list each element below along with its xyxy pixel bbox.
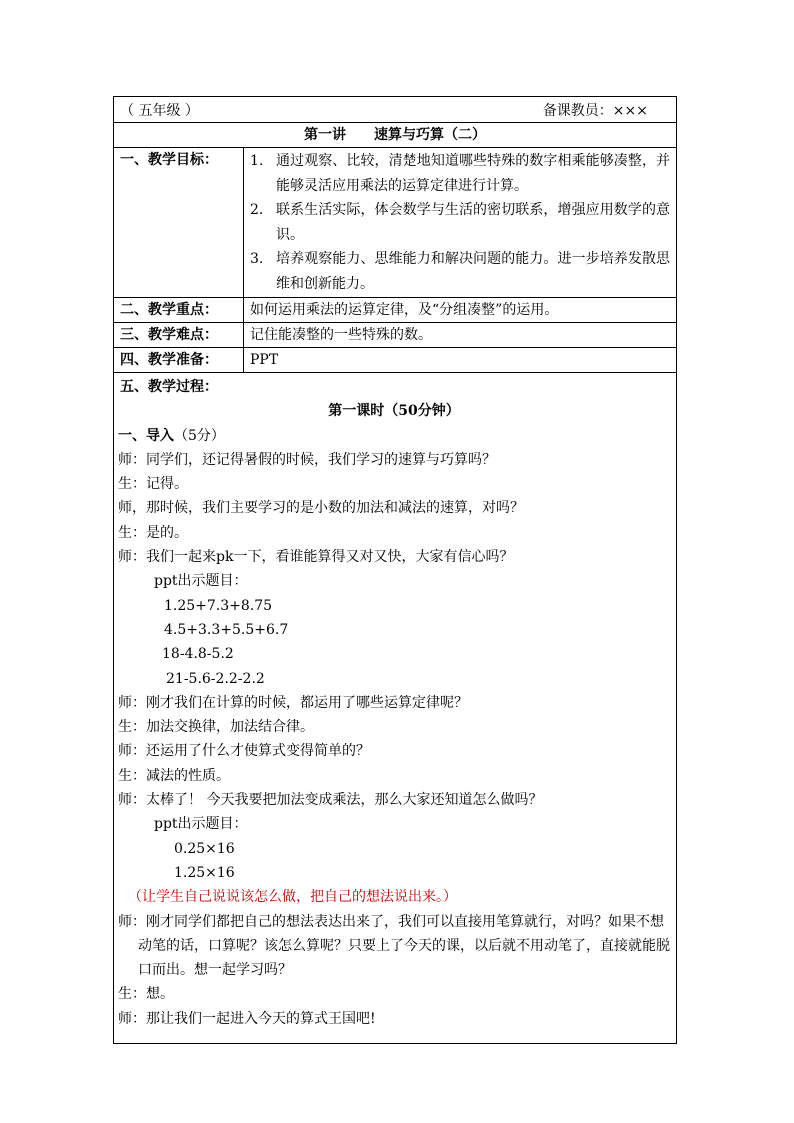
- difficulty-value: 记住能凑整的一些特殊的数。: [244, 323, 677, 348]
- exercise: 1.25×16: [174, 864, 235, 881]
- objectives-list: [244, 148, 677, 298]
- objective-text: 培养观察能力、思维能力和解决问题的能力。进一步培养发散思维和创新能力。: [276, 251, 671, 292]
- lecture-title: 速算与巧算（二）: [374, 127, 486, 143]
- objective-text: 通过观察、比较，清楚地知道哪些特殊的数字相乘能够凑整，并能够灵活应用乘法的运算定律进行计算。: [276, 153, 671, 194]
- key-point-row: [114, 298, 677, 323]
- objective-item: [250, 198, 670, 247]
- objective-item: [250, 247, 670, 296]
- difficulty-label: 三、教学难点：: [114, 323, 244, 348]
- session-title: 第一课时（50分钟）: [328, 403, 460, 420]
- exercise: 21-5.6-2.2-2.2: [166, 670, 265, 687]
- key-point-label: 二、教学重点：: [114, 298, 244, 323]
- lesson-plan-table: [113, 96, 677, 1044]
- key-point-value: 如何运用乘法的运算定律，及“分组凑整”的运用。: [244, 298, 677, 323]
- lesson-plan-sheet: [113, 96, 676, 1044]
- dialogue-line: 师：太棒了！ 今天我要把加法变成乘法，那么大家还知道怎么做吗？: [118, 792, 543, 809]
- ppt-prompt: ppt出示题目：: [154, 573, 248, 590]
- dialogue-line: 师：那让我们一起进入今天的算式王国吧!: [118, 1010, 376, 1027]
- grade-label: （ 五年级 ）: [120, 102, 199, 119]
- process-row: [114, 373, 677, 1044]
- intro-heading-duration: （5分）: [174, 427, 225, 444]
- exercise: 18-4.8-5.2: [162, 646, 234, 663]
- objective-number: 3.: [250, 251, 264, 267]
- dialogue-line: 生：记得。: [118, 476, 188, 493]
- objectives-label: 一、教学目标：: [114, 148, 244, 298]
- dialogue-line: 生：加法交换律，加法结合律。: [118, 719, 314, 736]
- exercise: 1.25+7.3+8.75: [164, 597, 273, 614]
- intro-heading: [118, 424, 670, 448]
- process-content: [114, 373, 677, 1044]
- process-label: 五、教学过程：: [120, 379, 218, 395]
- dialogue-line: 师，那时候，我们主要学习的是小数的加法和减法的速算，对吗？: [118, 500, 524, 517]
- dialogue-paragraph: 师：刚才同学们都把自己的想法表达出来了，我们可以直接用笔算就行，对吗？如果不想动笔的话，口算呢？该怎么算呢？只要上了今天的课，以后就不用动笔了，直接就能脱口而出。想一起学习吗？: [118, 913, 670, 979]
- objective-number: 2.: [250, 202, 264, 218]
- objective-number: 1.: [250, 153, 264, 169]
- dialogue-line: 生：减法的性质。: [118, 767, 230, 784]
- dialogue-line: 师：还运用了什么才使算式变得简单的？: [118, 743, 370, 760]
- objective-item: [250, 149, 670, 198]
- dialogue-line: 师：我们一起来pk一下，看谁能算得又对又快，大家有信心吗？: [118, 549, 514, 566]
- dialogue-line: 生：是的。: [118, 524, 188, 541]
- teacher-label: 备课教员：×××: [542, 102, 649, 119]
- lecture-number: 第一讲: [304, 127, 346, 143]
- intro-heading-main: 一、导入: [118, 427, 174, 444]
- dialogue-line: 师：刚才我们在计算的时候，都运用了哪些运算定律呢？: [118, 694, 468, 711]
- preparation-value: PPT: [244, 348, 677, 373]
- exercise: 4.5+3.3+5.5+6.7: [164, 621, 289, 638]
- dialogue-line: 生：想。: [118, 986, 174, 1003]
- preparation-row: [114, 348, 677, 373]
- teacher-note: （让学生自己说说该怎么做，把自己的想法说出来。）: [128, 889, 457, 906]
- exercise: 0.25×16: [174, 840, 235, 857]
- preparation-label: 四、教学准备：: [114, 348, 244, 373]
- objectives-row: [114, 148, 677, 298]
- header-row: [114, 97, 677, 123]
- ppt-prompt: ppt出示题目：: [154, 816, 248, 833]
- lecture-title-row: [114, 123, 677, 148]
- difficulty-row: [114, 323, 677, 348]
- objective-text: 联系生活实际，体会数学与生活的密切联系，增强应用数学的意识。: [276, 202, 671, 243]
- dialogue-line: 师：同学们，还记得暑假的时候，我们学习的速算与巧算吗？: [118, 451, 496, 468]
